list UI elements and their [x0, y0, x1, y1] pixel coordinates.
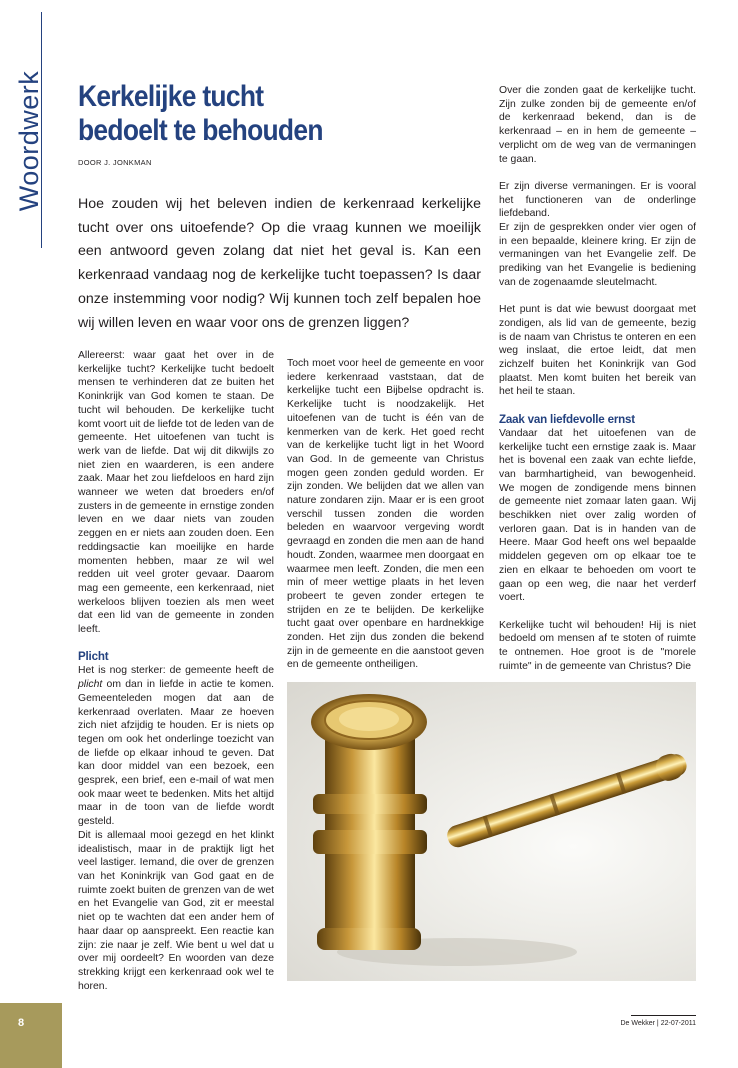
article-title [78, 80, 377, 148]
section-label: Woordwerk [14, 70, 44, 212]
gavel-photo [287, 682, 696, 981]
paragraph: Er zijn diverse vermaningen. Er is vooral het functioneren van de onderlinge liefdeband. [499, 180, 696, 220]
paragraph: Dit is allemaal mooi gezegd en het klinkt idealistisch, maar in de praktijk ligt het veel lastiger. Iemand, die over de grenzen van het Koninkrijk van God gaat en de ruimte zoekt buiten de grenzen van de wet en het Evangelie van God, zit er meestal niet op te wachten dat een ander hem of haar daar op aanspreekt. Een reactie kan zijn: zie naar je zelf. Wie bent u wel dat u over mij oordeelt? En woorden van deze strekking krijgt een kerkenraad ook wel te horen. [78, 829, 274, 992]
paragraph: Kerkelijke tucht wil behouden! Hij is niet bedoeld om mensen af te stoten of ruimte te ontnemen. Hoe groot is de "morele ruimte" in de gemeente van Christus? Die [499, 619, 696, 672]
paragraph: Het is nog sterker: de gemeente heeft de plicht om dan in liefde in actie te komen. Gemeenteleden mogen dat aan de kerkenraad overlaten. Maar ze hoeven zich niet afzijdig te houden. Er is niets op tegen om ook het onderlinge toezicht van de liefde op elkaar inhoud te geven. Dat kan door middel van een bezoek, een gesprek, een brief, een e-mail of wat men ook maar weet te bedenken. Mits het altijd maar in de toon van de liefde wordt gesteld. [78, 665, 274, 828]
footer-divider [631, 1015, 696, 1016]
paragraph: Allereerst: waar gaat het over in de kerkelijke tucht? Kerkelijke tucht bedoelt mensen te verhinderen dat ze buiten het Koninkrijk van God komen te staan. De tucht wil behouden. De kerkelijke tucht komt voort uit de liefde tot de leden van de gemeente. Het uitoefenen van tucht is werk van de liefde. Dat wij dit dikwijls zo niet zien en waarderen, is een andere zaak. Maar het zou liefdeloos en hard zijn wanneer we weten dat broeders en/of zusters in de gemeente in ernstige zonden leven en we daar niets van zouden zeggen en er niets aan zouden doen. Een reddingsactie kan moeilijke en harde momenten hebben, maar ze wil wel redden uit veel groter gevaar. Daarom mag een gemeente, een kerkenraad, niet werkeloos blijven toezien als men weet dat een lid van de gemeente in zonden leeft. [78, 350, 274, 636]
lead-paragraph: Hoe zouden wij het beleven indien de kerkenraad kerkelijke tucht over ons uitoefende? Op die vraag kunnen we moeilijk een antwoord geven zolang dat niet het geval is. Kan een kerkenraad vandaag nog de kerkelijke tucht toepassen? Is daar onze instemming voor nodig? Wij kunnen toch zelf bepalen hoe wij willen leven en waar voor ons de grenzen liggen? [78, 196, 481, 331]
emphasis: plicht [78, 679, 103, 691]
title-line-1: Kerkelijke tucht [78, 80, 264, 113]
subheading-plicht: Plicht [78, 650, 109, 664]
column-2 [287, 357, 484, 672]
footer-publication: De Wekker | 22-07-2011 [620, 1020, 696, 1027]
paragraph: Het punt is dat wie bewust doorgaat met zondigen, als lid van de gemeente, bezig is de naam van Christus te onteren en een weg inslaat, die ertoe leidt, dat men zichzelf buiten het Koninkrijk van God plaatst. Men komt buiten het bereik van het heil te staan. [499, 304, 696, 398]
gavel-icon [287, 682, 696, 981]
paragraph: Over die zonden gaat de kerkelijke tucht. Zijn zulke zonden bij de gemeente en/of de kerkenraad bekend, dan is de kerkenraad – en in hem de gemeente – verplicht om de weg van de vermaningen te gaan. [499, 85, 696, 165]
column-3 [499, 84, 696, 673]
byline: DOOR J. JONKMAN [78, 158, 152, 167]
subheading-zaak-van-liefdevolle-ernst: Zaak van liefdevolle ernst [499, 412, 635, 426]
paragraph: Vandaar dat het uitoefenen van de kerkelijke tucht een ernstige zaak is. Maar het is bovenal een zaak van echte liefde, van barmhartigheid, van bewogenheid. We mogen de zondigende mens binnen de gemeente niet zomaar laten gaan. Wij beschikken niet over zalig worden of verloren gaan. Dat is in handen van de Heere. Maar God heeft ons wel bepaalde middelen gegeven om op elkaar toe te zien en elkaar te behoeden om voort te gaan op een weg, die naar het verderf voert. [499, 427, 696, 604]
paragraph: Er zijn de gesprekken onder vier ogen of in een bepaalde, kleinere kring. Er zijn de vermaningen van het Evangelie zelf. De prediking van het Evangelie is bediening van de zogenaamde sleutelmacht. [499, 222, 696, 288]
column-1 [78, 349, 274, 993]
paragraph: Toch moet voor heel de gemeente en voor iedere kerkenraad vaststaan, dat de kerkelijke tucht een Bijbelse opdracht is. Kerkelijke tucht is noodzakelijk. Het uitoefenen van de tucht is één van de kenmerken van de kerk. Het goed recht van de kerkelijke tucht ligt in het Woord van God. In de gemeente van Christus mogen geen zonden geduld worden. Er zijn zonden. We belijden dat we allen van nature zondaren zijn. Maar er is een groot verschil tussen zonden die worden beleden en waarvoor vergeving wordt gevraagd en zonden die men aan de hand houdt. Zonden, waarmee men doorgaat en waarmee men leeft. Zonden, die men een min of meer wettige plaats in het leven probeert te geven zonder ertegen te strijden en ze te belijden. De kerkelijke tucht gaat over openbare en hardnekkige zonden. Het zijn dus zonden die bekend zijn in de gemeente en die aanstoot geven en de gemeente ontheiligen. [287, 358, 484, 671]
page-number-box [0, 1003, 62, 1068]
title-line-2: bedoelt te behouden [78, 114, 323, 147]
page-number: 8 [18, 1017, 25, 1029]
